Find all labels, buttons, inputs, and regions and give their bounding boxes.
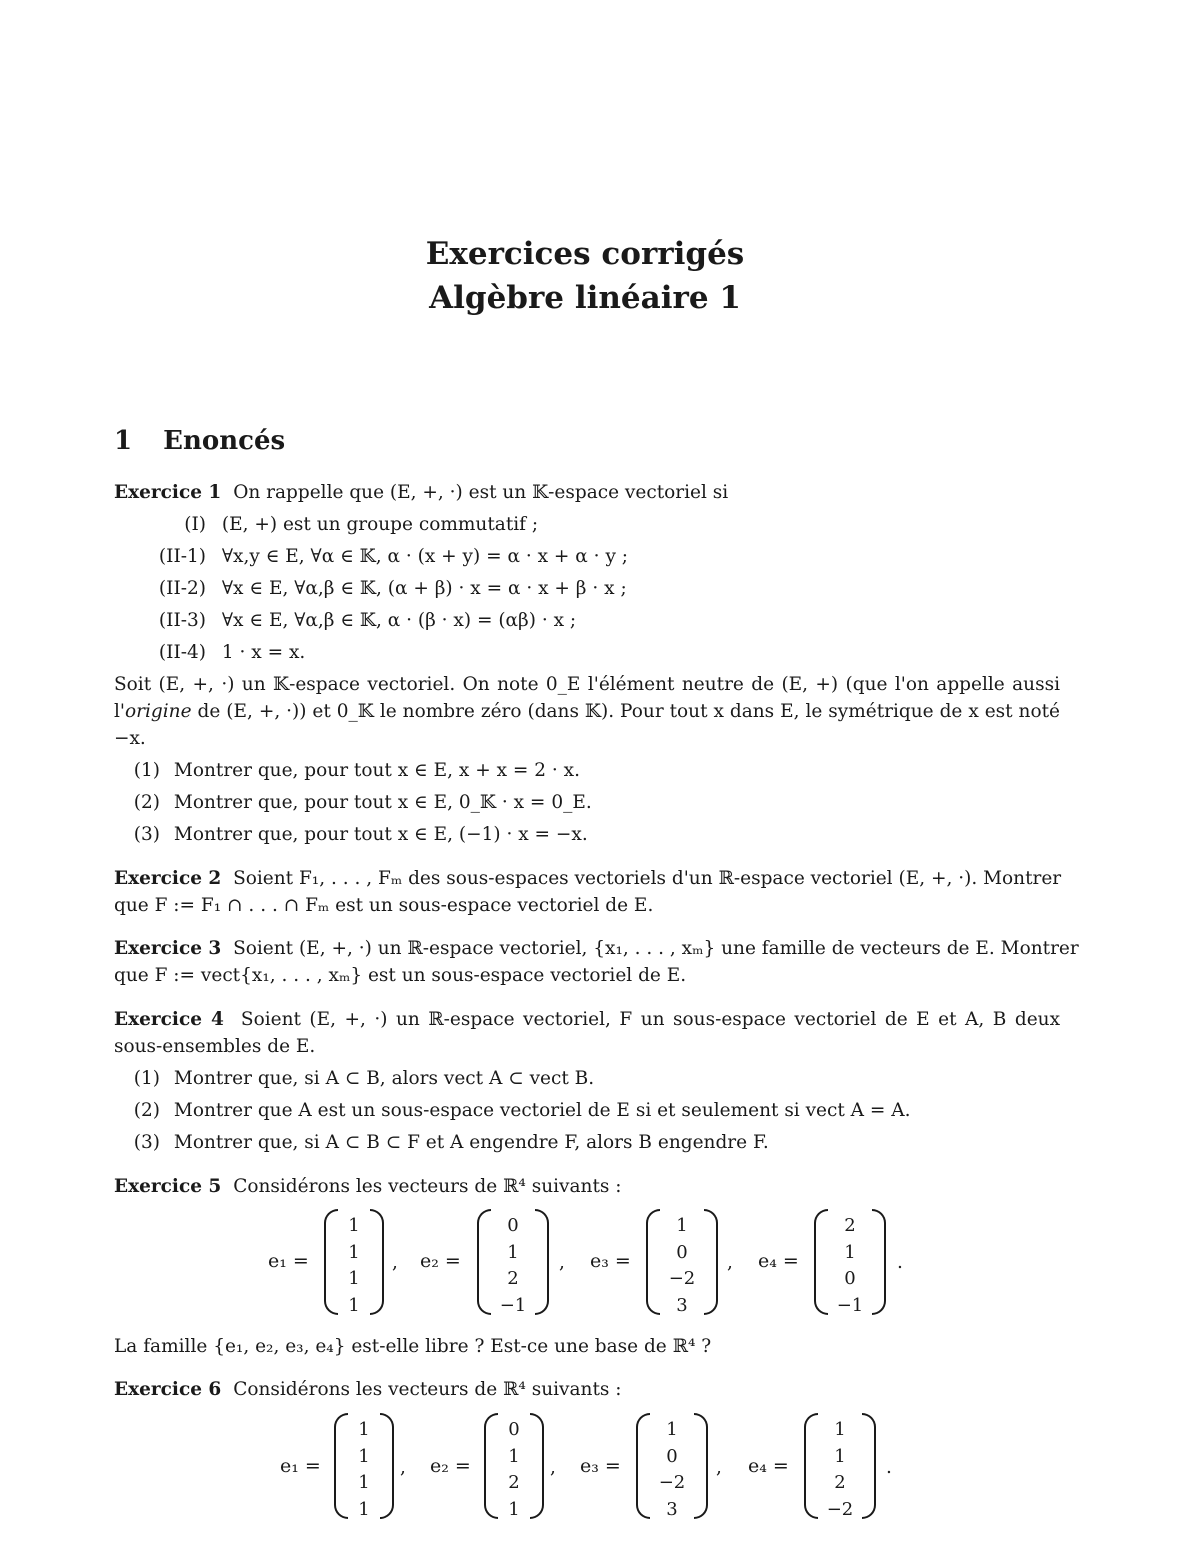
vector-entry: −2 [668,1268,696,1289]
question-item [114,758,580,784]
vector-entry: 0 [666,1445,678,1467]
vector-entry: 1 [358,1419,370,1440]
vector-entry: −1 [836,1294,864,1316]
document-title-line2: Algèbre linéaire 1 [429,280,741,316]
right-parenthesis [530,1413,544,1519]
document-title-line1: Exercices corrigés [425,236,745,272]
axiom-tag: (II-1) [158,546,206,567]
axiom-text: 1 · x = x. [221,642,306,663]
axiom-item [114,608,834,634]
question-tag: (1) [133,760,160,781]
question-tag: (2) [133,1100,160,1121]
vector-label: e₁ = [268,1250,309,1272]
vector-entry: 1 [507,1241,519,1263]
column-vector [334,1413,394,1519]
vector-entry: 1 [348,1294,360,1316]
exercise-2-line2: que F := F₁ ∩ . . . ∩ Fₘ est un sous-espace vectoriel de E. [114,895,654,916]
axiom-item [114,544,834,570]
vector-entry: 1 [348,1268,360,1289]
vector-entry: 1 [844,1241,856,1263]
axiom-text: ∀x ∈ E, ∀α,β ∈ 𝕂, (α + β) · x = α · x + β · x ; [221,578,627,599]
exercise-6-label: Exercice 6 [114,1379,222,1400]
vector-entry: 1 [508,1445,520,1467]
section-number: 1 [114,426,133,456]
vector-entry: 0 [507,1215,519,1236]
vector-entry: 1 [358,1498,370,1520]
column-vector [814,1209,886,1315]
axiom-item [114,512,834,538]
vector-label: e₄ = [758,1250,799,1272]
vector-entries [660,1213,704,1319]
question-tag: (3) [133,1132,160,1153]
axiom-text: (E, +) est un groupe commutatif ; [221,514,539,535]
exercise-3-label: Exercice 3 [114,938,222,959]
exercise-4-label: Exercice 4 [114,1009,224,1030]
vector-entry: 0 [844,1268,856,1289]
question-item [114,822,588,848]
exercise-2-text: Soient F₁, . . . , Fₘ des sous-espaces vectoriels d'un ℝ-espace vectoriel (E, +, ·). Montrer [233,868,1062,889]
section-title: Enoncés [163,426,286,456]
left-parenthesis [804,1413,818,1519]
vector-entry: 0 [508,1419,520,1440]
axiom-item [114,640,834,666]
question-item [114,1130,769,1156]
vector-entry: 1 [358,1445,370,1467]
exercise-1-paragraph-line1: Soit (E, +, ·) un 𝕂-espace vectoriel. On note 0_E l'élément neutre de (E, +) (que l'on appelle aussi [114,674,1060,695]
vector-label: e₁ = [280,1455,321,1477]
vector-label: e₂ = [430,1455,471,1477]
emphasis-origin: origine [125,701,192,722]
exercise-4-line2: sous-ensembles de E. [114,1036,316,1057]
column-vector [646,1209,718,1315]
exercise-3-line2: que F := vect{x₁, . . . , xₘ} est un sous-espace vectoriel de E. [114,965,687,986]
left-parenthesis [324,1209,338,1315]
exercise-1-intro-text: On rappelle que (E, +, ·) est un 𝕂-espace vectoriel si [233,482,729,503]
question-tag: (1) [133,1068,160,1089]
vector-entry: 1 [348,1215,360,1236]
vector-entry: −2 [826,1498,854,1520]
vector-entry: 2 [508,1472,520,1493]
axiom-tag: (II-3) [158,610,206,631]
vector-entries [650,1417,694,1523]
vector-entries [348,1417,380,1523]
vector-entry: −2 [658,1472,686,1493]
left-parenthesis [636,1413,650,1519]
exercise-5-label: Exercice 5 [114,1176,222,1197]
column-vector [477,1209,549,1315]
vector-entry: −1 [499,1294,527,1316]
left-parenthesis [334,1413,348,1519]
left-parenthesis [646,1209,660,1315]
vector-entry: 0 [676,1241,688,1263]
text-fragment: de (E, +, ·)) et 0_𝕂 le nombre zéro (dans 𝕂). Pour tout x dans E, le symétrique de x est noté [191,701,1060,722]
exercise-5-intro [114,1174,622,1200]
exercise-6-intro [114,1377,622,1403]
column-vector [636,1413,708,1519]
left-parenthesis [477,1209,491,1315]
vector-entry: 3 [666,1498,678,1520]
vector-entry: 2 [844,1215,856,1236]
question-text: Montrer que, si A ⊂ B ⊂ F et A engendre F, alors B engendre F. [173,1132,769,1153]
question-text: Montrer que, si A ⊂ B, alors vect A ⊂ vect B. [173,1068,595,1089]
axiom-text: ∀x,y ∈ E, ∀α ∈ 𝕂, α · (x + y) = α · x + α · y ; [221,546,629,567]
vector-entries [828,1213,872,1319]
right-parenthesis [872,1209,886,1315]
exercise-6-intro-text: Considérons les vecteurs de ℝ⁴ suivants : [233,1379,622,1400]
section-heading [114,426,285,456]
question-text: Montrer que, pour tout x ∈ E, x + x = 2 · x. [173,760,580,781]
vector-label: e₃ = [580,1455,621,1477]
question-item [114,790,592,816]
axiom-tag: (II-4) [158,642,206,663]
left-parenthesis [484,1413,498,1519]
vector-entry: 2 [834,1472,846,1493]
text-fragment: l' [114,701,126,722]
axiom-item [114,576,834,602]
vector-entry: 1 [348,1241,360,1263]
column-vector [324,1209,384,1315]
exercise-1-paragraph-line2 [114,699,1060,725]
vector-entry: 1 [508,1498,520,1520]
vector-separator: , [400,1457,406,1478]
exercise-2-line1 [114,866,1060,892]
exercise-4-line1 [114,1007,1060,1033]
vector-entries [818,1417,862,1523]
exercise-5-intro-text: Considérons les vecteurs de ℝ⁴ suivants : [233,1176,622,1197]
vector-label: e₂ = [420,1250,461,1272]
axiom-tag: (I) [184,514,206,535]
exercise-1-intro [114,480,728,506]
question-tag: (2) [133,792,160,813]
vector-entry: 1 [666,1419,678,1440]
question-text: Montrer que, pour tout x ∈ E, 0_𝕂 · x = 0_E. [173,792,592,813]
right-parenthesis [704,1209,718,1315]
question-item [114,1066,594,1092]
vector-label: e₄ = [748,1455,789,1477]
vector-entries [338,1213,370,1319]
exercise-1-paragraph-line3: −x. [114,728,146,749]
vector-separator: . [897,1252,903,1273]
exercise-3-line1 [114,936,1079,962]
vector-separator: , [550,1457,556,1478]
exercise-1-label: Exercice 1 [114,482,222,503]
vector-entry: 1 [834,1445,846,1467]
exercise-5-question: La famille {e₁, e₂, e₃, e₄} est-elle libre ? Est-ce une base de ℝ⁴ ? [114,1336,712,1357]
right-parenthesis [380,1413,394,1519]
right-parenthesis [370,1209,384,1315]
question-tag: (3) [133,824,160,845]
vector-entries [491,1213,535,1319]
exercise-2-label: Exercice 2 [114,868,222,889]
column-vector [804,1413,876,1519]
left-parenthesis [814,1209,828,1315]
question-item [114,1098,911,1124]
vector-separator: , [727,1252,733,1273]
vector-entry: 1 [358,1472,370,1493]
column-vector [484,1413,544,1519]
vector-separator: , [716,1457,722,1478]
question-text: Montrer que, pour tout x ∈ E, (−1) · x = −x. [173,824,588,845]
question-text: Montrer que A est un sous-espace vectoriel de E si et seulement si vect A = A. [173,1100,911,1121]
axiom-text: ∀x ∈ E, ∀α,β ∈ 𝕂, α · (β · x) = (αβ) · x ; [221,610,577,631]
vector-entry: 1 [834,1419,846,1440]
vector-entries [498,1417,530,1523]
vector-entry: 3 [676,1294,688,1316]
vector-entry: 2 [507,1268,519,1289]
vector-label: e₃ = [590,1250,631,1272]
vector-separator: . [886,1457,892,1478]
exercise-3-text: Soient (E, +, ·) un ℝ-espace vectoriel, {x₁, . . . , xₘ} une famille de vecteurs de E. Montrer [233,938,1079,959]
exercise-4-text: Soient (E, +, ·) un ℝ-espace vectoriel, F un sous-espace vectoriel de E et A, B deux [240,1009,1061,1030]
right-parenthesis [535,1209,549,1315]
vector-entry: 1 [676,1215,688,1236]
right-parenthesis [694,1413,708,1519]
vector-separator: , [559,1252,565,1273]
right-parenthesis [862,1413,876,1519]
axiom-tag: (II-2) [158,578,206,599]
vector-separator: , [392,1252,398,1273]
